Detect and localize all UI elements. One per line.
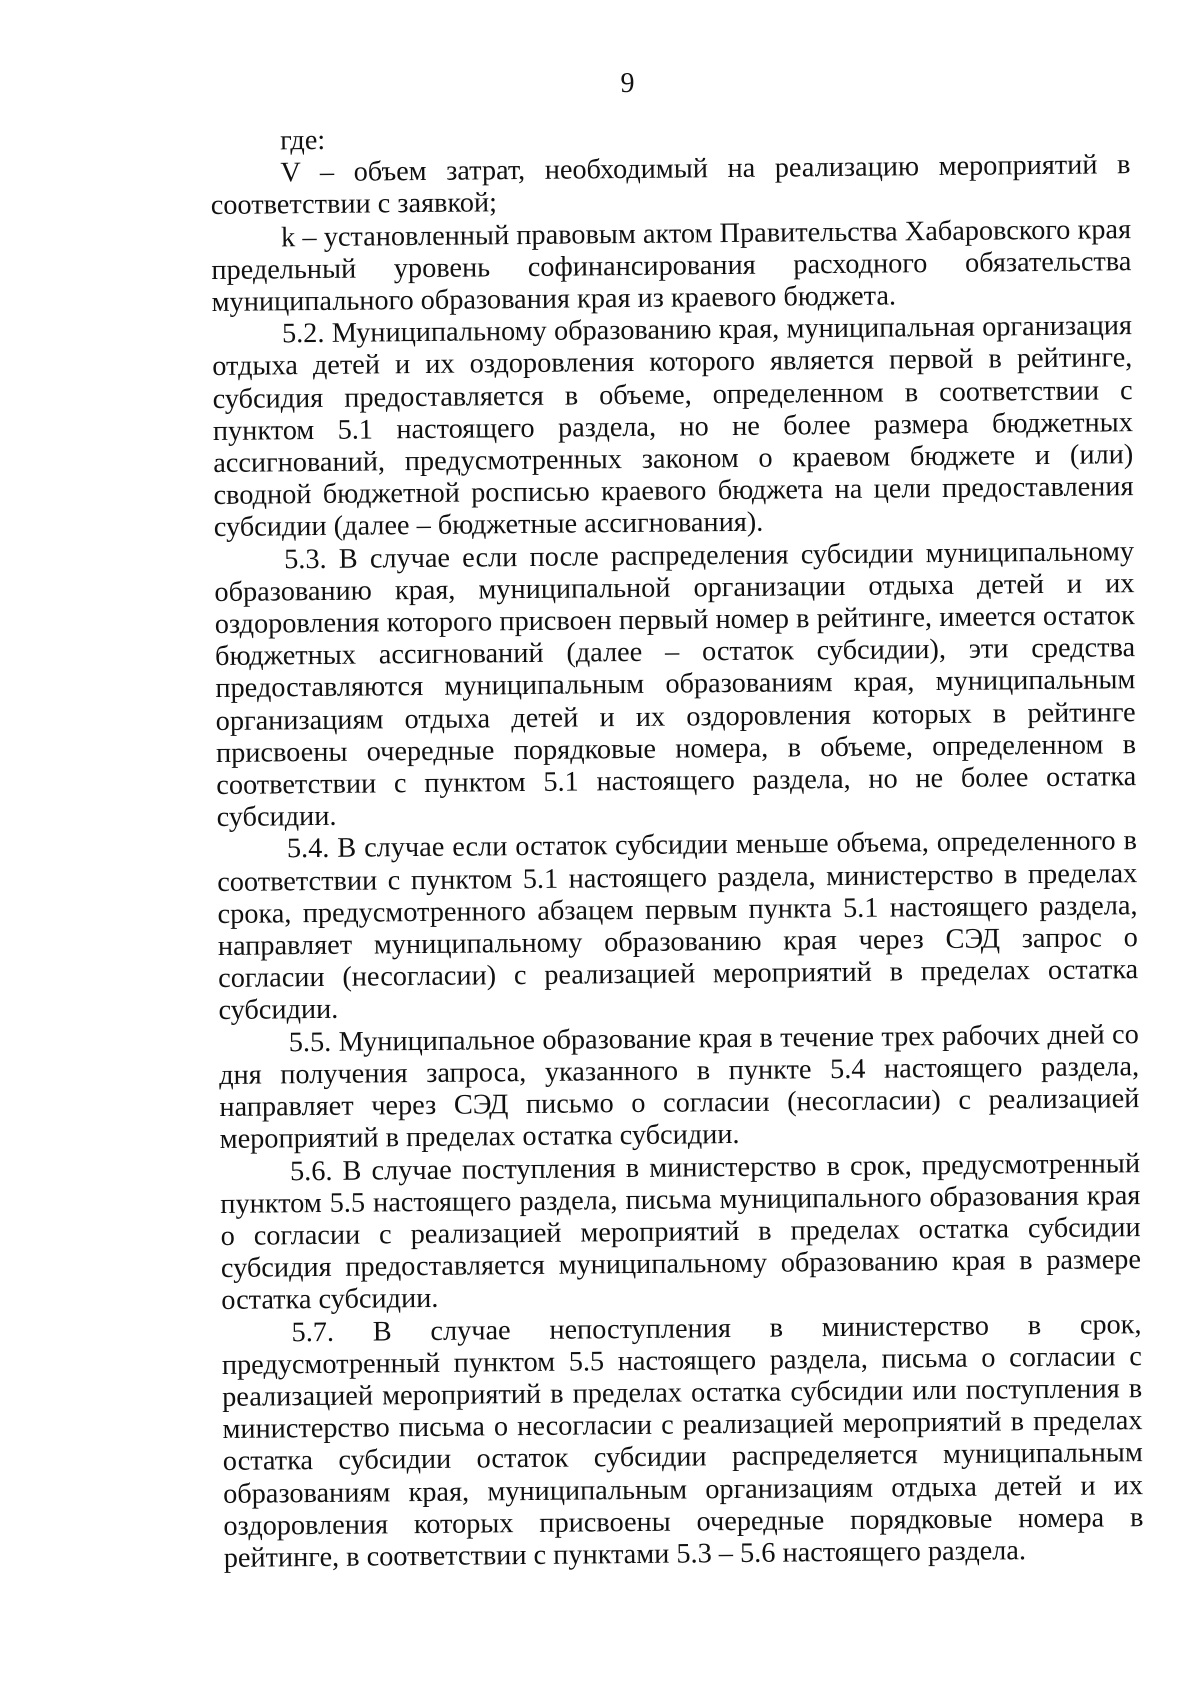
paragraph-5-7: 5.7. В случае непоступления в министерство в срок, предусмотренный пунктом 5.5 настоящего раздела, письма о согласии с реализацией мероприятий в пределах остатка субсидии или поступления в министерство письма о несогласии с реализацией мероприятий в пределах остатка субсидии остаток субсидии распределяется муниципальным образованиям края, муниципальным организациям отдыха детей и их оздоровления которых присвоены очередные порядковые номера в рейтинге, в соответствии с пунктами 5.3 – 5.6 настоящего раздела. — [221, 1308, 1144, 1574]
paragraph-v-definition: V – объем затрат, необходимый на реализацию мероприятий в соответствии с заявкой; — [210, 149, 1131, 222]
page-number: 9 — [620, 68, 635, 99]
paragraph-5-2: 5.2. Муниципальному образованию края, муниципальная организация отдыха детей и их оздоровления которого является первой в рейтинге, субсидия предоставляется в объеме, определенном в соответствии с пунктом 5.1 настоящего раздела, но не более размера бюджетных ассигнований, предусмотренных законом о краевом бюджете и (или) сводной бюджетной росписью краевого бюджета на цели предоставления субсидии (далее – бюджетные ассигнования). — [212, 310, 1134, 544]
paragraph-5-3: 5.3. В случае если после распределения субсидии муниципальному образованию края, муниципальной организации отдыха детей и их оздоровления которого присвоен первый номер в рейтинге, имеется остаток бюджетных ассигнований (далее – остаток субсидии), эти средства предоставляются муниципальным образованиям края, муниципальным организациям отдыха детей и их оздоровления которых в рейтинге присвоены очередные порядковые номера, в объеме, определенном в соответствии с пунктом 5.1 настоящего раздела, но не более остатка субсидии. — [214, 535, 1137, 834]
paragraph-5-4: 5.4. В случае если остаток субсидии меньше объема, определенного в соответствии с пунктом 5.1 настоящего раздела, министерство в пределах срока, предусмотренного абзацем первым пункта 5.1 настоящего раздела, направляет муниципальному образованию края через СЭД запрос о согласии (несогласии) с реализацией мероприятий в пределах остатка субсидии. — [217, 825, 1139, 1027]
paragraph-5-5: 5.5. Муниципальное образование края в течение трех рабочих дней со дня получения запроса, указанного в пункте 5.4 настоящего раздела, направляет через СЭД письмо о согласии (несогласии) с реализацией мероприятий в пределах остатка субсидии. — [218, 1018, 1140, 1156]
paragraph-k-definition: k – установленный правовым актом Правительства Хабаровского края предельный уровень софинансирования расходного обязательства муниципального образования края из краевого бюджета. — [211, 213, 1132, 319]
document-body — [210, 117, 1144, 1575]
paragraph-where: где: — [279, 124, 326, 157]
paragraph-5-6: 5.6. В случае поступления в министерство в срок, предусмотренный пунктом 5.5 настоящего раздела, письма муниципального образования края о согласии с реализацией мероприятий в пределах остатка субсидии субсидия предоставляется муниципальному образованию края в размере остатка субсидии. — [220, 1147, 1142, 1317]
